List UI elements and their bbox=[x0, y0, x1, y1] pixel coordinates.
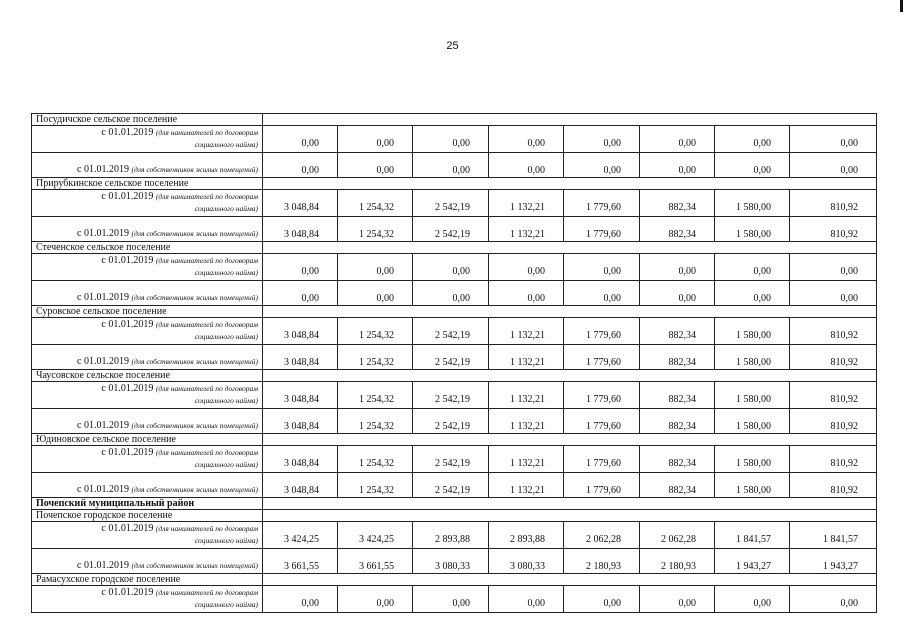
value-cell: 3 048,84 bbox=[263, 318, 338, 345]
row-label bbox=[32, 254, 263, 281]
owner-row bbox=[32, 217, 877, 242]
value-cell: 2 542,19 bbox=[413, 382, 489, 409]
value-cell: 1 943,27 bbox=[790, 549, 877, 574]
row-label bbox=[32, 409, 263, 434]
section-name: Стеченское сельское поселение bbox=[32, 242, 263, 254]
row-note: (для нанимателей по договорам bbox=[155, 256, 258, 265]
value-cell: 0,00 bbox=[715, 586, 790, 613]
value-cell: 0,00 bbox=[715, 153, 790, 178]
value-cell: 1 779,60 bbox=[564, 382, 640, 409]
value-cell: 0,00 bbox=[640, 153, 715, 178]
value-cell: 2 542,19 bbox=[413, 409, 489, 434]
value-cell: 810,92 bbox=[790, 446, 877, 473]
tenant-row bbox=[32, 126, 877, 153]
value-cell: 1 779,60 bbox=[564, 345, 640, 370]
value-cell: 3 080,33 bbox=[489, 549, 564, 574]
value-cell: 1 779,60 bbox=[564, 217, 640, 242]
value-cell: 0,00 bbox=[338, 281, 413, 306]
section-header-empty bbox=[263, 574, 877, 586]
row-date: с 01.01.2019 bbox=[77, 228, 129, 239]
value-cell: 0,00 bbox=[338, 254, 413, 281]
row-label bbox=[32, 522, 263, 549]
value-cell: 0,00 bbox=[790, 153, 877, 178]
value-cell: 0,00 bbox=[564, 153, 640, 178]
value-cell: 810,92 bbox=[790, 473, 877, 498]
value-cell: 0,00 bbox=[790, 281, 877, 306]
value-cell: 0,00 bbox=[489, 586, 564, 613]
value-cell: 1 779,60 bbox=[564, 473, 640, 498]
section-header-empty bbox=[263, 306, 877, 318]
value-cell: 1 580,00 bbox=[715, 473, 790, 498]
value-cell: 0,00 bbox=[263, 254, 338, 281]
section-header-empty bbox=[263, 178, 877, 190]
value-cell: 882,34 bbox=[640, 345, 715, 370]
value-cell: 0,00 bbox=[564, 254, 640, 281]
value-cell: 2 893,88 bbox=[413, 522, 489, 549]
tenant-row bbox=[32, 522, 877, 549]
owner-row bbox=[32, 549, 877, 574]
section-header-row bbox=[32, 114, 877, 126]
row-note: (для собственников жилых помещений) bbox=[131, 485, 258, 494]
value-cell: 3 048,84 bbox=[263, 217, 338, 242]
value-cell: 3 048,84 bbox=[263, 473, 338, 498]
value-cell: 1 132,21 bbox=[489, 382, 564, 409]
row-date: с 01.01.2019 bbox=[101, 255, 154, 266]
value-cell: 2 893,88 bbox=[489, 522, 564, 549]
row-note: социального найма) bbox=[194, 332, 258, 341]
value-cell: 1 779,60 bbox=[564, 318, 640, 345]
row-note: (для собственников жилых помещений) bbox=[131, 165, 258, 174]
value-cell: 1 132,21 bbox=[489, 217, 564, 242]
value-cell: 0,00 bbox=[790, 586, 877, 613]
row-label bbox=[32, 153, 263, 178]
value-cell: 1 254,32 bbox=[338, 217, 413, 242]
section-header-empty bbox=[263, 434, 877, 446]
value-cell: 0,00 bbox=[640, 126, 715, 153]
value-cell: 0,00 bbox=[489, 254, 564, 281]
owner-row bbox=[32, 281, 877, 306]
value-cell: 0,00 bbox=[338, 586, 413, 613]
value-cell: 1 132,21 bbox=[489, 190, 564, 217]
row-label bbox=[32, 190, 263, 217]
tenant-row bbox=[32, 190, 877, 217]
value-cell: 1 943,27 bbox=[715, 549, 790, 574]
section-header-empty bbox=[263, 242, 877, 254]
value-cell: 3 661,55 bbox=[338, 549, 413, 574]
row-note: (для нанимателей по договорам bbox=[155, 128, 258, 137]
section-header-row bbox=[32, 242, 877, 254]
value-cell: 1 580,00 bbox=[715, 318, 790, 345]
value-cell: 0,00 bbox=[489, 126, 564, 153]
value-cell: 1 841,57 bbox=[790, 522, 877, 549]
value-cell: 810,92 bbox=[790, 190, 877, 217]
value-cell: 0,00 bbox=[338, 153, 413, 178]
row-note: социального найма) bbox=[194, 396, 258, 405]
page-number: 25 bbox=[446, 40, 459, 52]
section-header-row bbox=[32, 178, 877, 190]
value-cell: 3 048,84 bbox=[263, 382, 338, 409]
value-cell: 882,34 bbox=[640, 446, 715, 473]
section-header-empty bbox=[263, 114, 877, 126]
value-cell: 1 580,00 bbox=[715, 190, 790, 217]
row-date: с 01.01.2019 bbox=[101, 383, 154, 394]
section-header-empty bbox=[263, 510, 877, 522]
row-label bbox=[32, 446, 263, 473]
value-cell: 0,00 bbox=[413, 153, 489, 178]
tenant-row bbox=[32, 446, 877, 473]
row-date: с 01.01.2019 bbox=[101, 319, 154, 330]
value-cell: 882,34 bbox=[640, 473, 715, 498]
value-cell: 1 132,21 bbox=[489, 409, 564, 434]
value-cell: 1 580,00 bbox=[715, 446, 790, 473]
value-cell: 3 048,84 bbox=[263, 446, 338, 473]
value-cell: 0,00 bbox=[263, 281, 338, 306]
section-header-row bbox=[32, 306, 877, 318]
section-name: Рамасухское городское поселение bbox=[32, 574, 263, 586]
row-label bbox=[32, 382, 263, 409]
row-label bbox=[32, 217, 263, 242]
section-header-row bbox=[32, 510, 877, 522]
section-name: Юдиновское сельское поселение bbox=[32, 434, 263, 446]
value-cell: 1 132,21 bbox=[489, 446, 564, 473]
row-date: с 01.01.2019 bbox=[101, 447, 154, 458]
row-date: с 01.01.2019 bbox=[101, 127, 154, 138]
value-cell: 3 424,25 bbox=[338, 522, 413, 549]
row-note: (для собственников жилых помещений) bbox=[131, 229, 258, 238]
value-cell: 882,34 bbox=[640, 318, 715, 345]
value-cell: 0,00 bbox=[263, 126, 338, 153]
value-cell: 810,92 bbox=[790, 345, 877, 370]
value-cell: 2 542,19 bbox=[413, 473, 489, 498]
value-cell: 0,00 bbox=[790, 254, 877, 281]
value-cell: 1 580,00 bbox=[715, 217, 790, 242]
corner-scan-mark bbox=[900, 0, 903, 12]
value-cell: 1 779,60 bbox=[564, 190, 640, 217]
value-cell: 1 254,32 bbox=[338, 409, 413, 434]
row-label bbox=[32, 473, 263, 498]
row-date: с 01.01.2019 bbox=[101, 191, 154, 202]
value-cell: 3 424,25 bbox=[263, 522, 338, 549]
value-cell: 3 080,33 bbox=[413, 549, 489, 574]
value-cell: 1 580,00 bbox=[715, 382, 790, 409]
row-note: социального найма) bbox=[194, 140, 258, 149]
row-note: (для нанимателей по договорам bbox=[155, 384, 258, 393]
section-name: Посудичское сельское поселение bbox=[32, 114, 263, 126]
row-note: (для нанимателей по договорам bbox=[155, 192, 258, 201]
value-cell: 0,00 bbox=[640, 281, 715, 306]
value-cell: 0,00 bbox=[715, 254, 790, 281]
section-header-row bbox=[32, 498, 877, 510]
value-cell: 0,00 bbox=[564, 586, 640, 613]
value-cell: 1 580,00 bbox=[715, 345, 790, 370]
row-note: (для нанимателей по договорам bbox=[155, 588, 258, 597]
tenant-row bbox=[32, 318, 877, 345]
row-note: социального найма) bbox=[194, 460, 258, 469]
owner-row bbox=[32, 409, 877, 434]
value-cell: 1 132,21 bbox=[489, 318, 564, 345]
value-cell: 2 180,93 bbox=[564, 549, 640, 574]
value-cell: 882,34 bbox=[640, 409, 715, 434]
value-cell: 3 048,84 bbox=[263, 190, 338, 217]
row-note: (для собственников жилых помещений) bbox=[131, 357, 258, 366]
value-cell: 0,00 bbox=[640, 254, 715, 281]
section-header-empty bbox=[263, 498, 877, 510]
row-date: с 01.01.2019 bbox=[77, 292, 129, 303]
value-cell: 2 062,28 bbox=[564, 522, 640, 549]
row-note: социального найма) bbox=[194, 268, 258, 277]
value-cell: 0,00 bbox=[413, 281, 489, 306]
value-cell: 810,92 bbox=[790, 382, 877, 409]
section-name: Почепский муниципальный район bbox=[32, 498, 263, 510]
tenant-row bbox=[32, 382, 877, 409]
value-cell: 1 254,32 bbox=[338, 446, 413, 473]
value-cell: 882,34 bbox=[640, 190, 715, 217]
value-cell: 1 254,32 bbox=[338, 318, 413, 345]
value-cell: 0,00 bbox=[413, 254, 489, 281]
tenant-row bbox=[32, 586, 877, 613]
row-note: (для собственников жилых помещений) bbox=[131, 293, 258, 302]
section-header-row bbox=[32, 370, 877, 382]
section-name: Чаусовское сельское поселение bbox=[32, 370, 263, 382]
value-cell: 1 779,60 bbox=[564, 446, 640, 473]
value-cell: 1 254,32 bbox=[338, 345, 413, 370]
value-cell: 3 048,84 bbox=[263, 409, 338, 434]
row-label bbox=[32, 586, 263, 613]
value-cell: 0,00 bbox=[263, 586, 338, 613]
value-cell: 810,92 bbox=[790, 217, 877, 242]
row-date: с 01.01.2019 bbox=[101, 587, 154, 598]
row-date: с 01.01.2019 bbox=[77, 356, 129, 367]
value-cell: 1 132,21 bbox=[489, 473, 564, 498]
value-cell: 3 661,55 bbox=[263, 549, 338, 574]
value-cell: 1 779,60 bbox=[564, 409, 640, 434]
row-date: с 01.01.2019 bbox=[77, 484, 129, 495]
row-label bbox=[32, 549, 263, 574]
value-cell: 0,00 bbox=[640, 586, 715, 613]
tenant-row bbox=[32, 254, 877, 281]
row-note: (для собственников жилых помещений) bbox=[131, 561, 258, 570]
value-cell: 882,34 bbox=[640, 382, 715, 409]
value-cell: 2 542,19 bbox=[413, 318, 489, 345]
row-date: с 01.01.2019 bbox=[77, 420, 129, 431]
value-cell: 2 542,19 bbox=[413, 446, 489, 473]
value-cell: 0,00 bbox=[790, 126, 877, 153]
value-cell: 810,92 bbox=[790, 318, 877, 345]
row-note: социального найма) bbox=[194, 536, 258, 545]
value-cell: 0,00 bbox=[263, 153, 338, 178]
value-cell: 1 841,57 bbox=[715, 522, 790, 549]
value-cell: 1 254,32 bbox=[338, 190, 413, 217]
tariff-table bbox=[31, 113, 877, 613]
value-cell: 0,00 bbox=[715, 281, 790, 306]
owner-row bbox=[32, 473, 877, 498]
row-label bbox=[32, 318, 263, 345]
value-cell: 0,00 bbox=[564, 126, 640, 153]
value-cell: 0,00 bbox=[413, 126, 489, 153]
row-note: социального найма) bbox=[194, 204, 258, 213]
section-header-row bbox=[32, 574, 877, 586]
value-cell: 0,00 bbox=[564, 281, 640, 306]
section-header-row bbox=[32, 434, 877, 446]
row-label bbox=[32, 345, 263, 370]
value-cell: 3 048,84 bbox=[263, 345, 338, 370]
value-cell: 1 580,00 bbox=[715, 409, 790, 434]
value-cell: 882,34 bbox=[640, 217, 715, 242]
section-name: Суровское сельское поселение bbox=[32, 306, 263, 318]
row-date: с 01.01.2019 bbox=[101, 523, 154, 534]
value-cell: 0,00 bbox=[338, 126, 413, 153]
section-name: Почепское городское поселение bbox=[32, 510, 263, 522]
value-cell: 2 542,19 bbox=[413, 345, 489, 370]
owner-row bbox=[32, 153, 877, 178]
section-header-empty bbox=[263, 370, 877, 382]
value-cell: 0,00 bbox=[413, 586, 489, 613]
row-note: (для нанимателей по договорам bbox=[155, 448, 258, 457]
row-date: с 01.01.2019 bbox=[77, 164, 129, 175]
row-note: (для нанимателей по договорам bbox=[155, 524, 258, 533]
row-label bbox=[32, 281, 263, 306]
row-note: (для собственников жилых помещений) bbox=[131, 421, 258, 430]
tariff-table-body bbox=[32, 114, 877, 613]
row-date: с 01.01.2019 bbox=[77, 560, 129, 571]
value-cell: 2 542,19 bbox=[413, 190, 489, 217]
value-cell: 810,92 bbox=[790, 409, 877, 434]
value-cell: 1 254,32 bbox=[338, 473, 413, 498]
row-note: (для нанимателей по договорам bbox=[155, 320, 258, 329]
value-cell: 0,00 bbox=[715, 126, 790, 153]
value-cell: 0,00 bbox=[489, 153, 564, 178]
value-cell: 2 542,19 bbox=[413, 217, 489, 242]
value-cell: 2 062,28 bbox=[640, 522, 715, 549]
row-label bbox=[32, 126, 263, 153]
value-cell: 1 132,21 bbox=[489, 345, 564, 370]
value-cell: 1 254,32 bbox=[338, 382, 413, 409]
value-cell: 2 180,93 bbox=[640, 549, 715, 574]
owner-row bbox=[32, 345, 877, 370]
value-cell: 0,00 bbox=[489, 281, 564, 306]
row-note: социального найма) bbox=[194, 600, 258, 609]
section-name: Прирубкинское сельское поселение bbox=[32, 178, 263, 190]
